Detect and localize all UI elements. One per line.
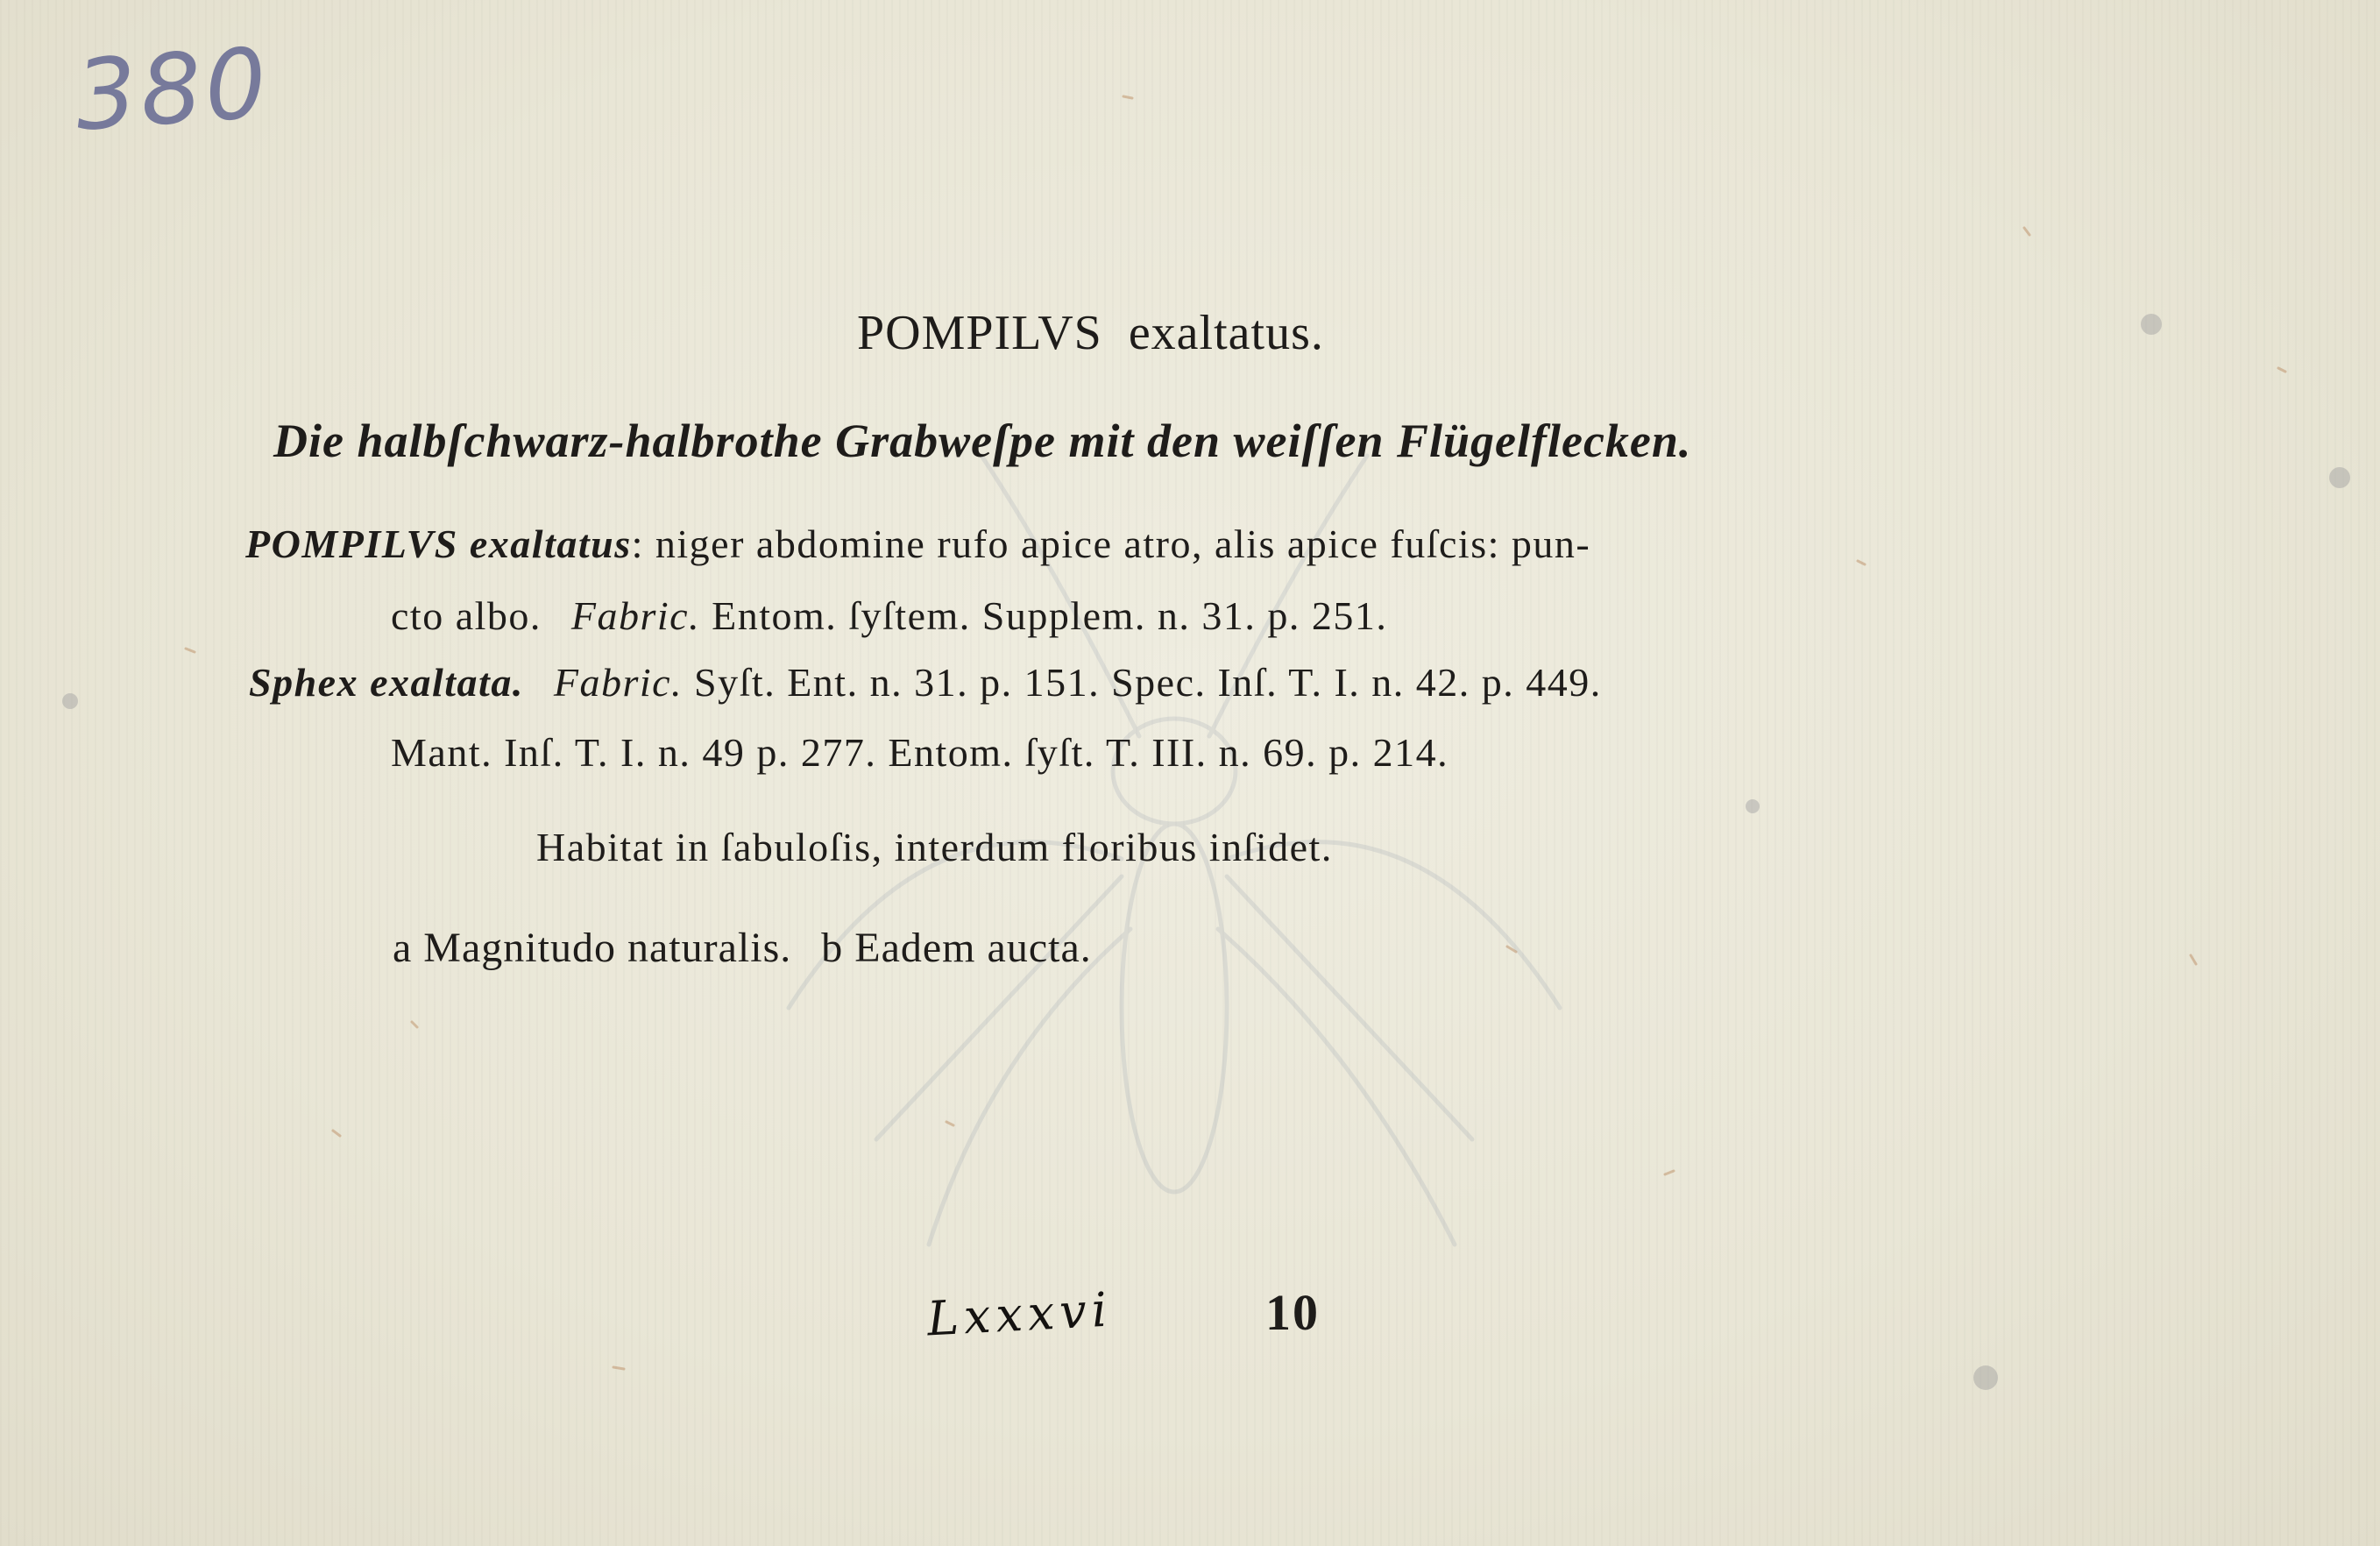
synonym-description: : niger abdomine rufo apice atro, alis apice fuſcis: pun-	[631, 521, 1591, 566]
synonym-line-2	[391, 593, 1388, 638]
synonym-reference-3: Mant. Inſ. T. I. n. 49 p. 277. Entom. ſyſt. T. III. n. 69. p. 214.	[391, 730, 1449, 775]
plate-handwritten-numeral: Lxxxvi	[925, 1281, 1114, 1347]
synonym-name-pompilus: POMPILVS exaltatus	[245, 521, 632, 566]
pencil-annotation: 380	[71, 26, 274, 152]
synonym-author: Fabric.	[570, 593, 701, 638]
german-common-name: Die halbſchwarz-halbrothe Grabweſpe mit den weiſſen Flügelflecken.	[273, 415, 1692, 467]
habitat-text: Habitat in ſabuloſis, interdum floribus inſidet.	[536, 825, 1333, 869]
synonym-reference: Entom. ſyſtem. Supplem. n. 31. p. 251.	[712, 593, 1388, 638]
synonym-reference-2: Syſt. Ent. n. 31. p. 151. Spec. Inſ. T. I. n. 42. p. 449.	[694, 660, 1602, 705]
synonym-description-end: cto albo.	[391, 593, 542, 638]
title-genus: POMPILVS	[857, 306, 1102, 360]
title-species: exaltatus.	[1128, 306, 1324, 360]
figure-b-caption: b Eadem aucta.	[821, 925, 1092, 971]
figure-a-caption: a Magnitudo naturalis.	[393, 925, 792, 971]
synonym-line-4	[391, 730, 1449, 775]
synonym-name-sphex: Sphex exaltata.	[249, 660, 524, 705]
synonym-line-3	[249, 660, 1602, 705]
figure-legend	[393, 927, 1092, 969]
page-title	[857, 308, 1324, 358]
plate-number: 10	[1265, 1284, 1320, 1341]
synonym-author-2: Fabric.	[553, 660, 684, 705]
synonym-line-1	[245, 521, 1591, 566]
